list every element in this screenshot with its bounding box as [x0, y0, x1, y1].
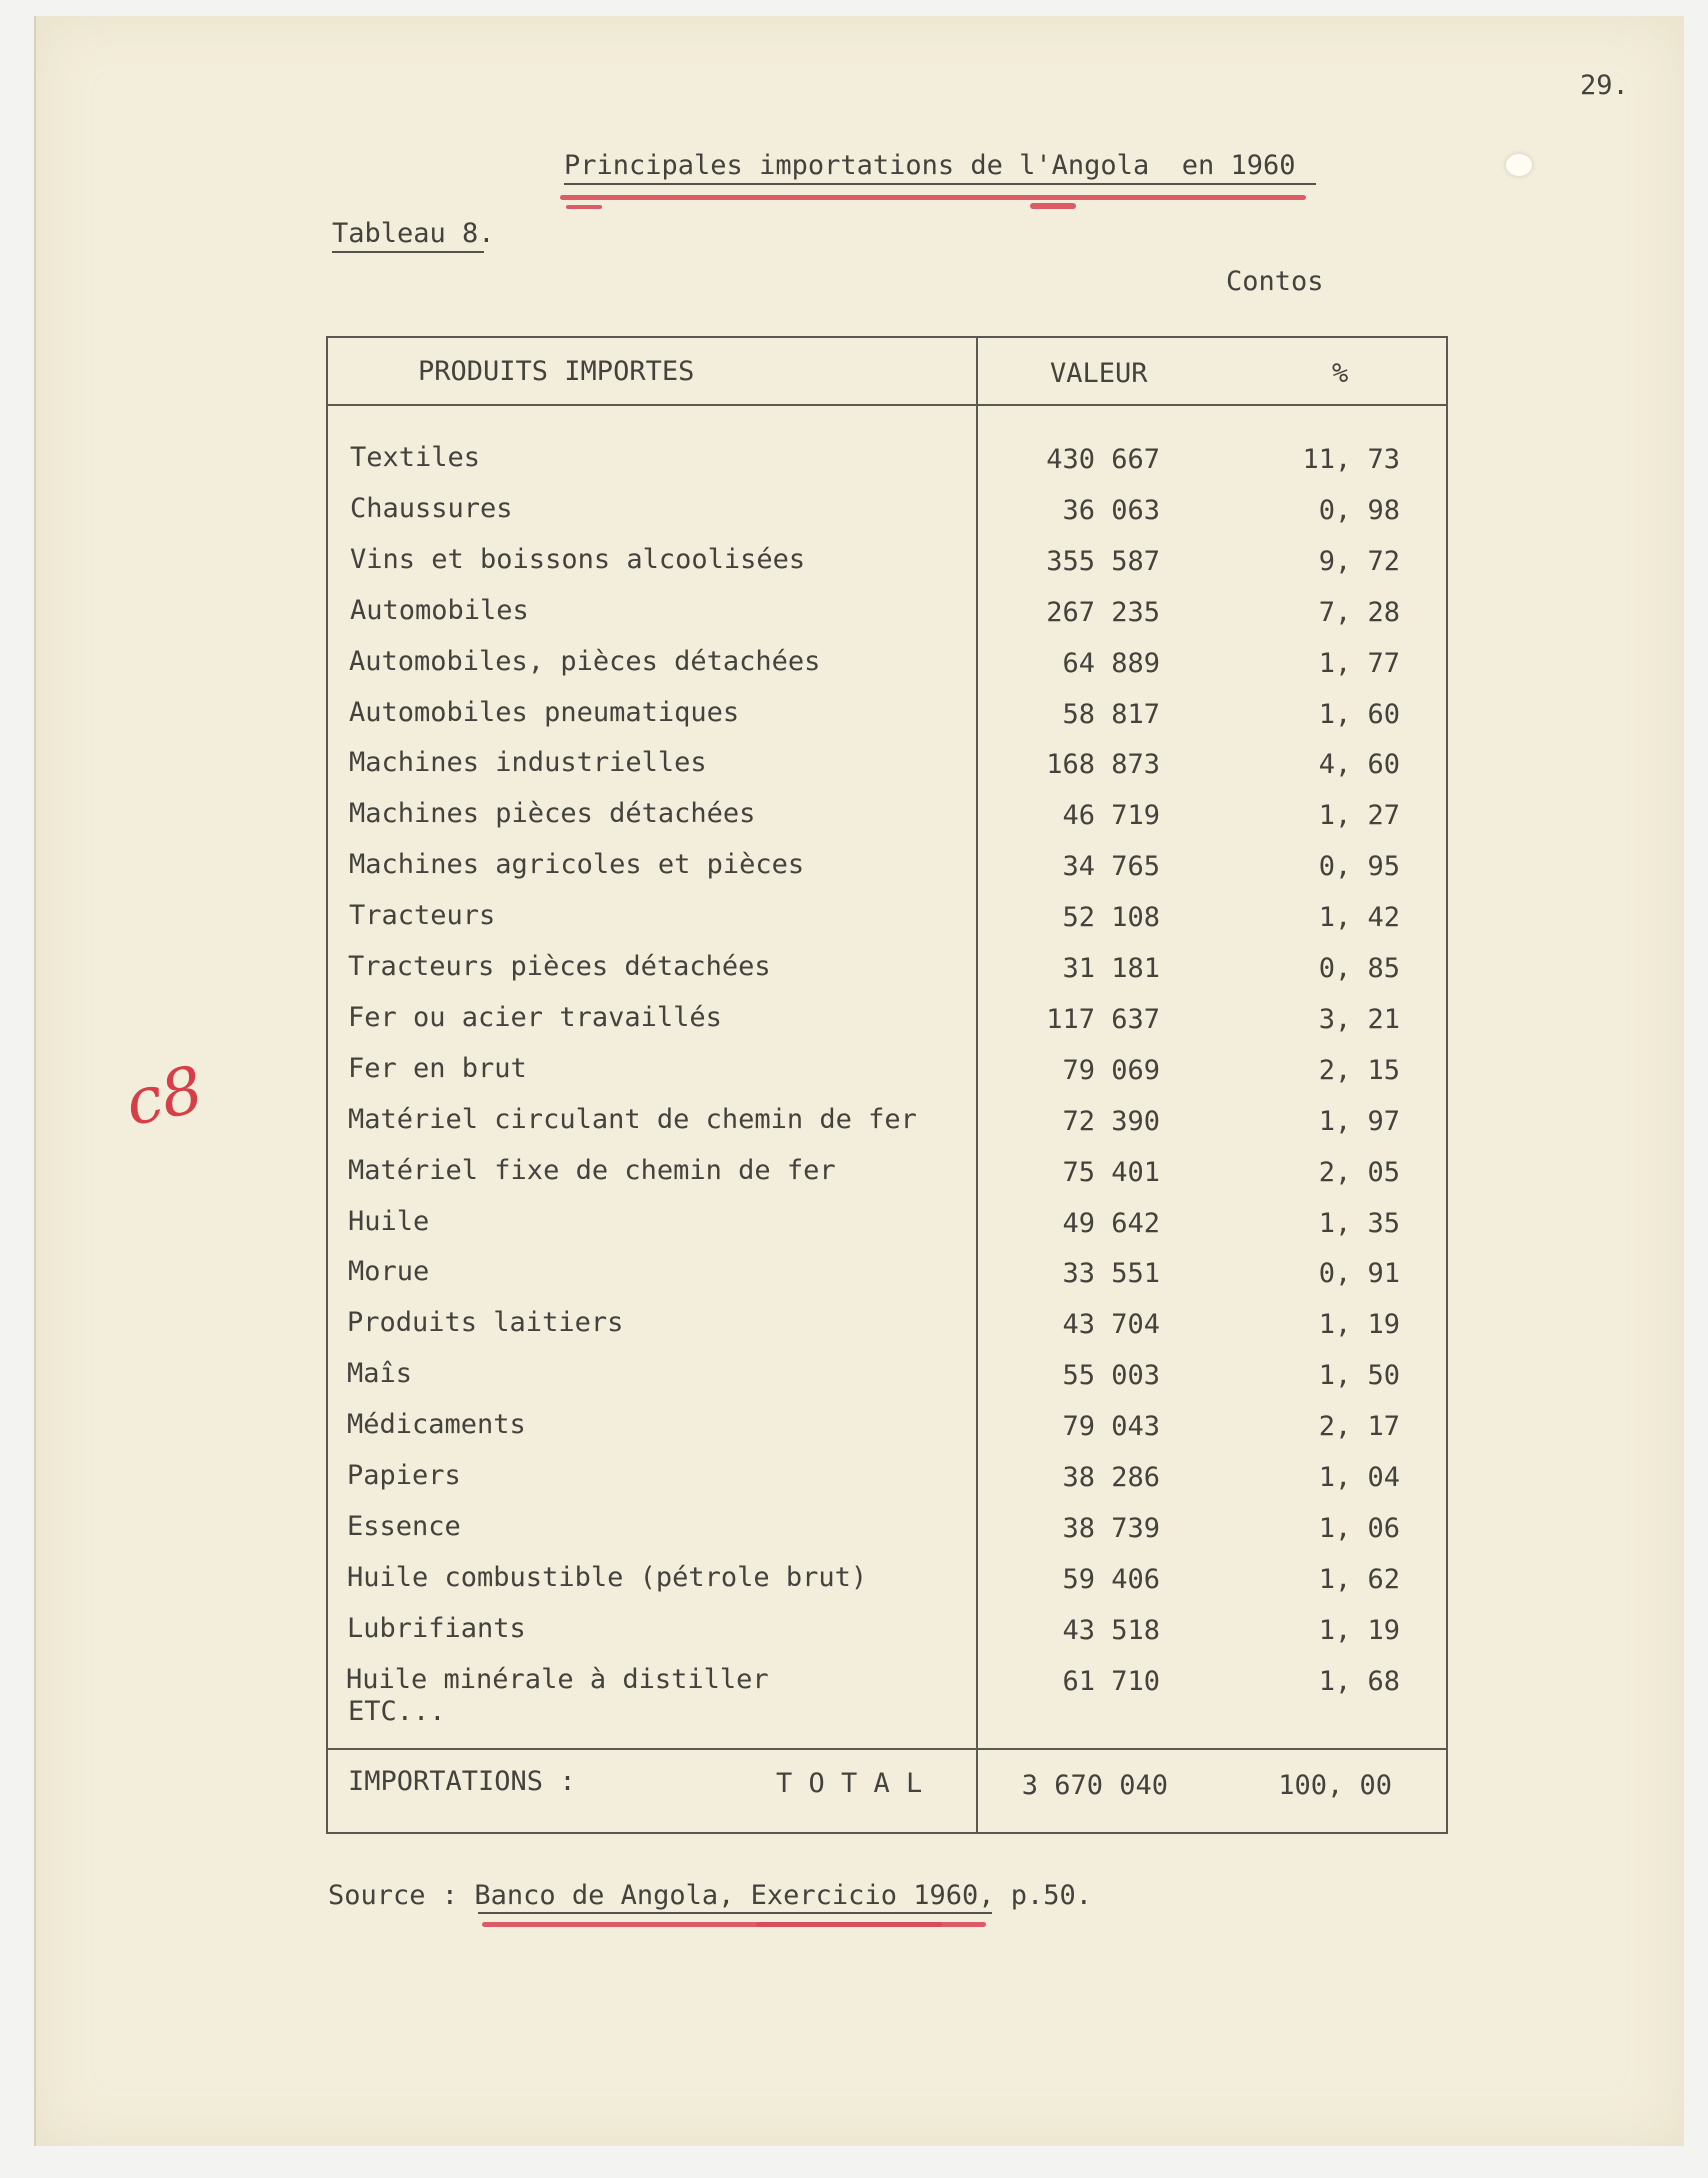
product-cell: Maîs [347, 1358, 413, 1389]
source-red-underline [756, 1922, 986, 1927]
product-cell: Textiles [350, 442, 481, 473]
product-cell: Automobiles pneumatiques [349, 697, 740, 728]
percent-cell: 1, 42 [1318, 902, 1400, 933]
percent-cell: 1, 77 [1318, 648, 1400, 679]
value-cell: 34 765 [1062, 851, 1160, 882]
paper-spot [1506, 154, 1532, 176]
value-cell: 46 719 [1062, 800, 1160, 831]
value-cell: 43 704 [1062, 1309, 1160, 1340]
value-cell: 79 069 [1062, 1055, 1160, 1086]
value-cell: 64 889 [1062, 648, 1160, 679]
document-title: Principales importations de l'Angola en 1960 [564, 150, 1296, 181]
percent-cell: 1, 62 [1318, 1564, 1400, 1595]
product-cell: Chaussures [350, 493, 513, 524]
value-cell: 267 235 [1046, 597, 1160, 628]
value-cell: 168 873 [1046, 749, 1160, 780]
source-prefix: Source : [328, 1880, 475, 1911]
percent-cell: 1, 06 [1318, 1513, 1400, 1544]
percent-cell: 1, 19 [1318, 1615, 1400, 1646]
product-cell: Tracteurs pièces détachées [348, 951, 771, 982]
value-cell: 59 406 [1062, 1564, 1160, 1595]
value-cell: 52 108 [1062, 902, 1160, 933]
header-divider [328, 404, 1446, 406]
percent-cell: 1, 19 [1318, 1309, 1400, 1340]
table-label: Tableau 8. [332, 218, 495, 249]
value-cell: 355 587 [1046, 546, 1160, 577]
page-number: 29. [1580, 70, 1629, 101]
title-underline [564, 183, 1316, 185]
value-cell: 72 390 [1062, 1106, 1160, 1137]
product-cell: Huile [348, 1206, 430, 1237]
unit-label: Contos [1226, 266, 1324, 297]
product-cell: Essence [347, 1511, 461, 1542]
product-cell: Matériel fixe de chemin de fer [348, 1155, 836, 1186]
product-cell: Matériel circulant de chemin de fer [348, 1104, 917, 1135]
handwritten-annotation: c8 [119, 1052, 210, 1142]
header-value: VALEUR [1050, 358, 1148, 389]
percent-cell: 1, 60 [1318, 699, 1400, 730]
percent-cell: 7, 28 [1318, 597, 1400, 628]
percent-cell: 9, 72 [1318, 546, 1400, 577]
value-cell: 58 817 [1062, 699, 1160, 730]
header-percent: % [1332, 358, 1349, 389]
title-red-underline-mark [1030, 203, 1076, 209]
product-cell: Produits laitiers [347, 1307, 624, 1338]
product-cell: Huile combustible (pétrole brut) [347, 1562, 868, 1593]
product-cell: Fer ou acier travaillés [348, 1002, 722, 1033]
value-cell: 33 551 [1062, 1258, 1160, 1289]
source-underline [478, 1912, 992, 1914]
percent-cell: 0, 91 [1318, 1258, 1400, 1289]
product-cell: Médicaments [347, 1409, 526, 1440]
total-value: 3 670 040 [1021, 1770, 1168, 1801]
value-cell: 55 003 [1062, 1360, 1160, 1391]
total-label: IMPORTATIONS : [348, 1766, 576, 1797]
value-cell: 75 401 [1062, 1157, 1160, 1188]
title-red-underline [560, 195, 1306, 200]
value-cell: 79 043 [1062, 1411, 1160, 1442]
product-cell: Machines pièces détachées [349, 798, 756, 829]
value-cell: 38 286 [1062, 1462, 1160, 1493]
total-divider [328, 1748, 1446, 1750]
table-label-underline [332, 251, 484, 253]
product-cell: Vins et boissons alcoolisées [350, 544, 806, 575]
product-cell: Tracteurs [349, 900, 496, 931]
imports-table [326, 336, 1448, 1834]
percent-cell: 2, 17 [1318, 1411, 1400, 1442]
percent-cell: 0, 85 [1318, 953, 1400, 984]
product-cell: Papiers [347, 1460, 461, 1491]
value-cell: 43 518 [1062, 1615, 1160, 1646]
source-reference: Banco de Angola, Exercicio 1960 [474, 1880, 979, 1911]
percent-cell: 1, 68 [1318, 1666, 1400, 1697]
percent-cell: 2, 05 [1318, 1157, 1400, 1188]
title-red-underline-mark [566, 205, 602, 209]
source-line [328, 1880, 1092, 1912]
percent-cell: 11, 73 [1302, 444, 1400, 475]
product-cell: Huile minérale à distiller [346, 1664, 769, 1695]
value-cell: 31 181 [1062, 953, 1160, 984]
percent-cell: 1, 50 [1318, 1360, 1400, 1391]
percent-cell: 4, 60 [1318, 749, 1400, 780]
etc-label: ETC... [348, 1696, 446, 1727]
product-cell: Automobiles, pièces détachées [349, 646, 821, 677]
value-cell: 117 637 [1046, 1004, 1160, 1035]
value-cell: 36 063 [1062, 495, 1160, 526]
source-suffix: , p.50. [978, 1880, 1093, 1911]
percent-cell: 0, 98 [1318, 495, 1400, 526]
value-cell: 61 710 [1062, 1666, 1160, 1697]
total-percent: 100, 00 [1278, 1770, 1392, 1801]
product-cell: Machines agricoles et pièces [349, 849, 805, 880]
column-divider [976, 338, 978, 1832]
value-cell: 430 667 [1046, 444, 1160, 475]
product-cell: Morue [348, 1256, 430, 1287]
value-cell: 49 642 [1062, 1208, 1160, 1239]
percent-cell: 0, 95 [1318, 851, 1400, 882]
product-cell: Lubrifiants [347, 1613, 526, 1644]
header-products: PRODUITS IMPORTES [418, 356, 695, 387]
percent-cell: 1, 35 [1318, 1208, 1400, 1239]
percent-cell: 2, 15 [1318, 1055, 1400, 1086]
value-cell: 38 739 [1062, 1513, 1160, 1544]
percent-cell: 1, 04 [1318, 1462, 1400, 1493]
product-cell: Machines industrielles [349, 747, 707, 778]
product-cell: Fer en brut [348, 1053, 527, 1084]
product-cell: Automobiles [350, 595, 529, 626]
percent-cell: 3, 21 [1318, 1004, 1400, 1035]
total-word: T O T A L [776, 1768, 923, 1799]
percent-cell: 1, 97 [1318, 1106, 1400, 1137]
percent-cell: 1, 27 [1318, 800, 1400, 831]
